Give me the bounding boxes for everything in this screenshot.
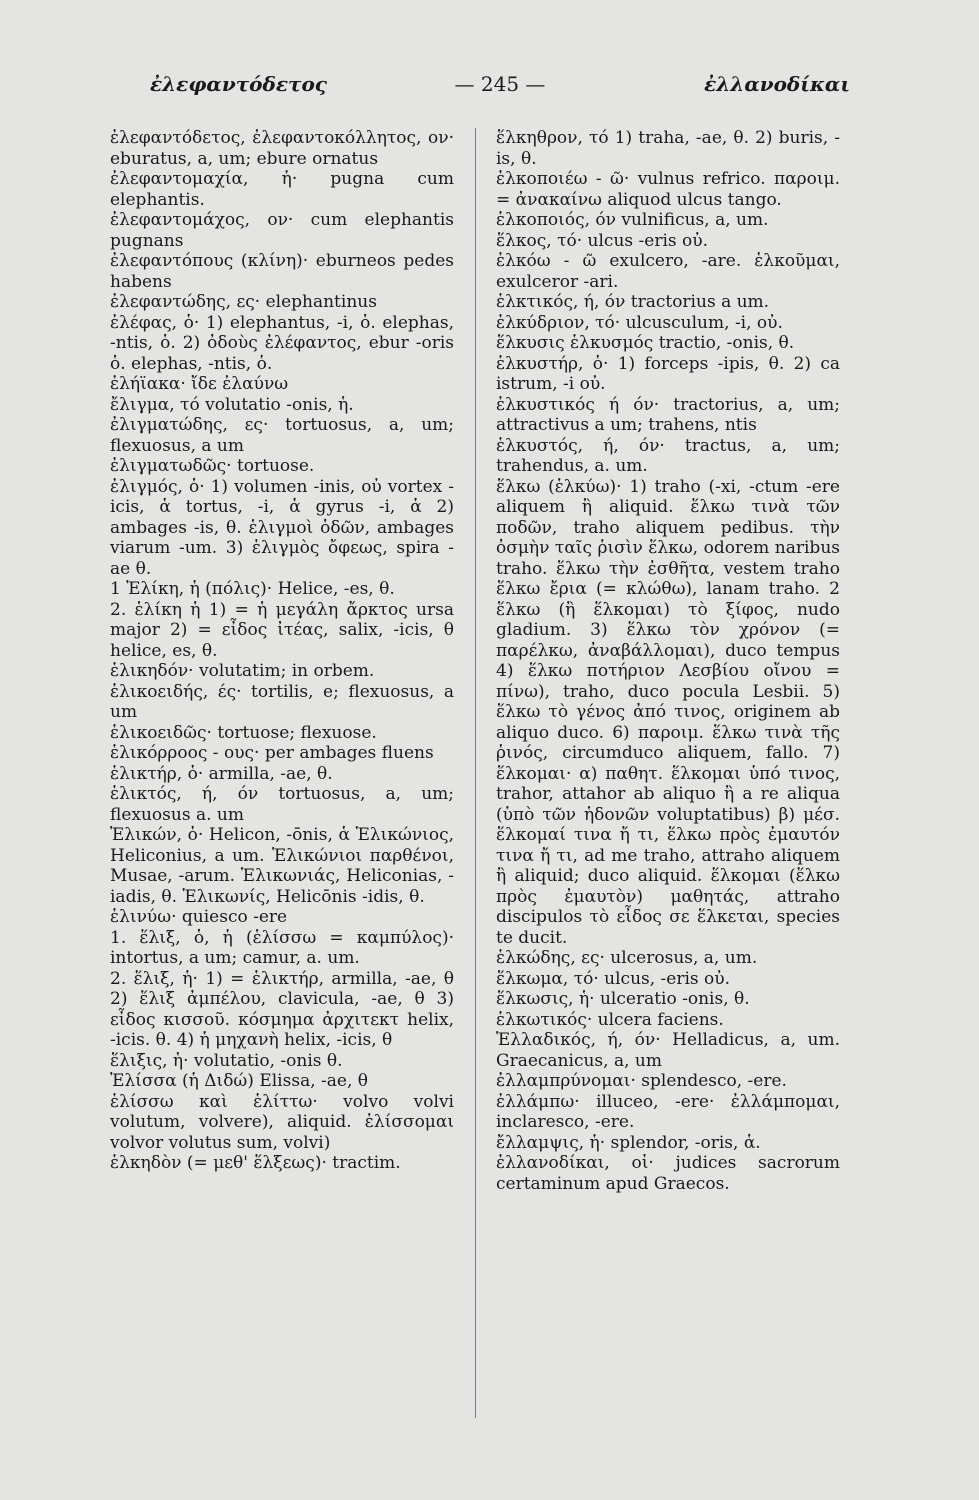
dictionary-entry: ἕλκωσις, ἡ· ulceratio -onis, θ. (496, 989, 750, 1009)
header-right-word: ἐλλανοδίκαι (704, 72, 850, 96)
dictionary-entry: ἑλκωτικός· ulcera faciens. (496, 1009, 724, 1030)
dictionary-entry: ἕλκω (ἑλκύω)· 1) traho (-xi, -ctum -ere aliquem ἢ aliquid. ἕλκω τινὰ τῶν ποδῶν, traho aliquem pedibus. τὴν ὀσμὴν ταῖς ῥισὶν ἕλκω, odorem naribus traho. ἕλκω τὴν ἐσθῆτα, vestem traho ἕλκω ἔρια (= κλώθω), lanam traho. 2 ἕλκω (ἢ ἕλκομαι) τὸ ξίφος, nudo gladium. 3) ἕλκω τὸν χρόνον (= παρέλκω, ἀναβάλλομαι), duco tempus 4) ἕλκω ποτήριον Λεσβίου οἴνου = πίνω), traho, duco pocula Lesbii. 5) ἕλκω τὸ γένος ἀπό τινος, originem ab aliquo duco. 6) παροιμ. ἕλκω τινὰ τῆς ῥινός, circumduco aliquem, fallo. 7) ἕλκομαι· α) παθητ. ἕλκομαι ὑπό τινος, trahor, attahor ab aliquo ἢ a re aliqua (ὑπὸ τῶν ἡδονῶν voluptatibus) β) μέσ. ἕλκομαί τινα ἤ τι, ἕλκω πρὸς ἐμαυτόν τινα ἤ τι, ad me traho, attraho aliquem ἢ aliquid; duco aliquid. ἕλκομαι (ἕλκω πρὸς ἐμαυτὸν) μαθητάς, attraho discipulos τὸ εἶδος σε ἕλκεται, species te ducit. (496, 476, 840, 948)
dictionary-entry: ἑλικηδόν· volutatim; in orbem. (110, 661, 375, 681)
dictionary-entry: ἑλκυστικός ή όν· tractorius, a, um; attractivus a um; trahens, ntis (496, 394, 840, 435)
dictionary-entry: ἐλεφαντομάχος, ον· cum elephantis pugnans (110, 210, 454, 251)
dictionary-entry: ἑλικοειδής, ές· tortilis, e; flexuosus, a um (110, 681, 454, 722)
dictionary-entry: ἐλήϊακα· ἴδε ἐλαύνω (110, 374, 289, 394)
dictionary-entry: ἕλκος, τό· ulcus -eris οὐ. (496, 230, 708, 251)
dictionary-entry: 2. ἑλίκη ἡ 1) = ἡ μεγάλη ἄρκτος ursa major 2) = εἶδος ἰτέας, salix, -icis, θ helice, es, θ. (110, 599, 454, 661)
dictionary-entry: ἐλιγματωδῶς· tortuose. (110, 456, 315, 476)
dictionary-entry: ἑλλανοδίκαι, οἱ· judices sacrorum certaminum apud Graecos. (496, 1153, 840, 1194)
dictionary-entry: ἑλκόω - ῶ exulcero, -are. ἑλκοῦμαι, exulceror -ari. (496, 251, 840, 292)
dictionary-entry: ἑλκυστός, ή, όν· tractus, a, um; trahendus, a. um. (496, 435, 840, 476)
dictionary-entry: ἐλεφαντόδετος, ἐλεφαντοκόλλητος, ον· eburatus, a, um; ebure ornatus (110, 128, 454, 169)
dictionary-entry: 2. ἕλιξ, ἡ· 1) = ἑλικτήρ, armilla, -ae, θ 2) ἕλιξ ἀμπέλου, clavicula, -ae, θ 3) εἶδος κισσοῦ. κόσμημα ἀρχιτεκτ helix, -icis. θ. 4) ἡ μηχανὴ helix, -icis, θ (110, 968, 454, 1050)
dictionary-entry: ἑλινύω· quiesco -ere (110, 907, 288, 927)
dictionary-entry: 1. ἕλιξ, ὁ, ἡ (ἑλίσσω = καμπύλος)· intortus, a um; camur, a. um. (110, 927, 454, 968)
dictionary-entry: ἐλεφαντώδης, ες· elephantinus (110, 292, 377, 312)
dictionary-entry: ἑλικτός, ή, όν tortuosus, a, um; flexuosus a. um (110, 784, 454, 825)
dictionary-entry: Ἑλικών, ὁ· Helicon, -ōnis, ἁ Ἑλικώνιος, Heliconius, a um. Ἑλικώνιοι παρθένοι, Musae, -arum. Ἑλικωνιάς, Heliconias, -iadis, θ. Ἑλικωνίς, Helicōnis -idis, θ. (110, 825, 454, 907)
dictionary-entry: ἑλκοποιέω - ῶ· vulnus refrico. παροιμ. = ἀνακαίνω aliquod ulcus tango. (496, 169, 840, 210)
dictionary-entry: ἑλίσσω καὶ ἑλίττω· volvo volvi volutum, volvere), aliquid. ἑλίσσομαι volvor volutus sum, volvi) (110, 1091, 454, 1153)
dictionary-entry: Ἐλίσσα (ἡ Διδώ) Elissa, -ae, θ (110, 1071, 368, 1091)
dictionary-entry: ἕλκηθρον, τό 1) traha, -ae, θ. 2) buris, -is, θ. (496, 128, 840, 169)
dictionary-entry: ἑλικοειδῶς· tortuose; flexuose. (110, 722, 377, 743)
dictionary-entry: ἑλικτήρ, ὁ· armilla, -ae, θ. (110, 763, 333, 784)
dictionary-entry: ἑλκοποιός, όν vulnificus, a, um. (496, 210, 769, 230)
dictionary-entry: ἑλκύδριον, τό· ulcusculum, -i, οὐ. (496, 312, 783, 333)
dictionary-entry: ἔλιγμα, τό volutatio -onis, ἡ. (110, 394, 354, 415)
dictionary-entry: ἑλκηδὸν (= μεθ' ἕλξεως)· tractim. (110, 1153, 401, 1173)
dictionary-entry: 1 Ἑλίκη, ἡ (πόλις)· Helice, -es, θ. (110, 579, 395, 599)
dictionary-entry: ἕλιξις, ἡ· volutatio, -onis θ. (110, 1050, 343, 1071)
dictionary-entry: ἑλκυστήρ, ὁ· 1) forceps -ipis, θ. 2) ca istrum, -i οὐ. (496, 353, 840, 394)
dictionary-entry: ἕλκωμα, τό· ulcus, -eris οὐ. (496, 968, 731, 989)
dictionary-entry: ἑλικόρροος - ους· per ambages fluens (110, 743, 434, 763)
column-divider (475, 128, 476, 1418)
dictionary-entry: ἐλεφαντομαχία, ἡ· pugna cum elephantis. (110, 169, 454, 210)
header-left-word: ἐλεφαντόδετος (150, 72, 327, 96)
dictionary-entry: ἔλλαμψις, ἡ· splendor, -oris, ἁ. (496, 1132, 761, 1153)
left-column (110, 128, 454, 1174)
dictionary-entry: ἐλεφαντόπους (κλίνη)· eburneos pedes habens (110, 251, 454, 292)
dictionary-entry: ἐλιγματώδης, ες· tortuosus, a, um; flexuosus, a um (110, 415, 454, 456)
right-column (496, 128, 840, 1194)
dictionary-entry: ἐλιγμός, ὁ· 1) volumen -inis, οὐ vortex -icis, ἁ tortus, -i, ἁ gyrus -i, ἁ 2) ambages -is, θ. ἑλιγμοὶ ὁδῶν, ambages viarum -um. 3) ἑλιγμὸς ὄφεως, spira -ae θ. (110, 476, 454, 579)
dictionary-entry: ἑλκώδης, ες· ulcerosus, a, um. (496, 948, 758, 968)
dictionary-entry: ἐλέφας, ὁ· 1) elephantus, -i, ὁ. elephas, -ntis, ὁ. 2) ὀδοὺς ἐλέφαντος, ebur -oris ὁ. elephas, -ntis, ὁ. (110, 312, 454, 374)
page-header (150, 72, 850, 112)
dictionary-entry: Ἑλλαδικός, ή, όν· Helladicus, a, um. Graecanicus, a, um (496, 1030, 840, 1071)
dictionary-entry: ἐλλάμπω· illuceo, -ere· ἐλλάμπομαι, inclaresco, -ere. (496, 1091, 840, 1132)
dictionary-entry: ἐλλαμπρύνομαι· splendesco, -ere. (496, 1071, 787, 1091)
dictionary-entry: ἑλκτικός, ή, όν tractorius a um. (496, 292, 770, 312)
dictionary-entry: ἕλκυσις ἑλκυσμός tractio, -onis, θ. (496, 333, 795, 353)
page-number: — 245 — (454, 72, 546, 96)
